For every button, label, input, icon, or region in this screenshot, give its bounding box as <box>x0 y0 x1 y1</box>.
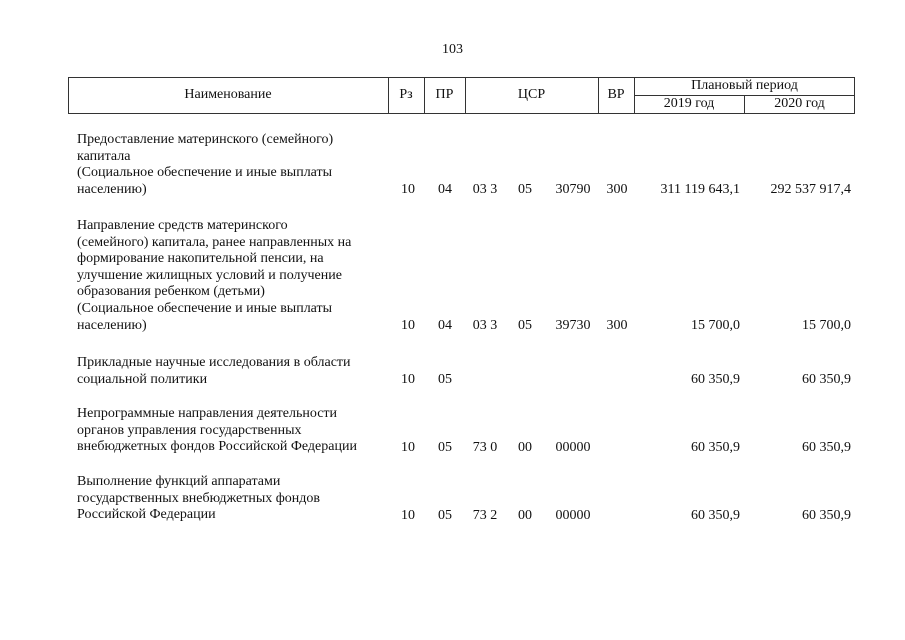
row-name-line: (семейного) капитала, ранее направленных на <box>77 234 352 250</box>
row-csr-program: 03 3 <box>472 318 498 333</box>
header-year-2020: 2020 год <box>774 96 825 111</box>
row-name-line: капитала <box>77 148 131 164</box>
header-planned-period: Плановый период <box>691 78 798 93</box>
row-name-line: улучшение жилищных условий и получение <box>77 267 342 283</box>
row-pr: 05 <box>438 372 452 387</box>
row-name-line: органов управления государственных <box>77 422 302 438</box>
row-csr-subprogram: 00 <box>518 508 532 523</box>
row-vr: 300 <box>606 318 628 333</box>
row-name-line: Выполнение функций аппаратами <box>77 474 281 489</box>
row-amount-2019: 311 119 643,1 <box>660 182 740 197</box>
row-name <box>77 218 397 334</box>
row-amount-2020: 292 537 917,4 <box>770 182 851 197</box>
header-year-2019: 2019 год <box>663 96 715 111</box>
row-amount-2019: 60 350,9 <box>691 372 740 387</box>
row-name-line: Прикладные научные исследования в области <box>77 355 351 370</box>
row-csr-direction: 00000 <box>555 508 591 523</box>
row-pr: 04 <box>438 182 452 197</box>
row-name-line: образования ребенком (детьми) <box>77 284 265 300</box>
row-amount-2019: 60 350,9 <box>691 508 740 523</box>
row-name-line: Направление средств материнского <box>77 218 288 233</box>
row-rz: 10 <box>401 182 415 197</box>
row-rz: 10 <box>401 508 415 523</box>
row-csr-direction: 39730 <box>555 318 591 333</box>
row-name-line: Российской Федерации <box>77 507 216 523</box>
row-csr-direction: 00000 <box>555 440 591 455</box>
row-name-line: государственных внебюджетных фондов <box>77 490 321 506</box>
page-number: 103 <box>442 42 463 57</box>
row-name-line: социальной политики <box>77 371 208 387</box>
row-amount-2019: 60 350,9 <box>691 440 740 455</box>
row-rz: 10 <box>401 318 415 333</box>
row-name <box>77 406 397 456</box>
row-name-line: (Социальное обеспечение и иные выплаты <box>77 300 333 316</box>
header-bottom-border <box>68 113 855 114</box>
table-header <box>68 77 855 114</box>
row-amount-2020: 60 350,9 <box>802 508 851 523</box>
row-pr: 05 <box>438 440 452 455</box>
row-amount-2020: 60 350,9 <box>802 440 851 455</box>
header-pr: ПР <box>435 87 454 102</box>
row-csr-subprogram: 00 <box>518 440 532 455</box>
header-vr: ВР <box>607 87 625 102</box>
row-csr-direction: 30790 <box>555 182 591 197</box>
row-csr-program: 73 0 <box>472 440 498 455</box>
row-name <box>77 474 397 524</box>
row-name-line: населению) <box>77 181 147 197</box>
row-name <box>77 132 397 198</box>
row-rz: 10 <box>401 440 415 455</box>
row-rz: 10 <box>401 372 415 387</box>
row-csr-program: 03 3 <box>472 182 498 197</box>
row-name-line: (Социальное обеспечение и иные выплаты <box>77 165 333 181</box>
row-amount-2020: 15 700,0 <box>802 318 851 333</box>
row-name-line: внебюджетных фондов Российской Федерации <box>77 439 357 455</box>
row-amount-2019: 15 700,0 <box>691 318 740 333</box>
row-csr-program: 73 2 <box>472 508 498 523</box>
row-amount-2020: 60 350,9 <box>802 372 851 387</box>
row-name-line: формирование накопительной пенсии, на <box>77 251 324 267</box>
row-name-line: населению) <box>77 317 147 333</box>
header-rz: Рз <box>399 87 413 102</box>
header-name: Наименование <box>184 87 272 102</box>
row-name-line: Непрограммные направления деятельности <box>77 406 338 421</box>
row-csr-subprogram: 05 <box>518 182 532 197</box>
row-vr: 300 <box>606 182 628 197</box>
row-name-line: Предоставление материнского (семейного) <box>77 132 334 147</box>
header-csr: ЦСР <box>517 87 546 102</box>
row-name <box>77 355 397 388</box>
row-csr-subprogram: 05 <box>518 318 532 333</box>
row-pr: 04 <box>438 318 452 333</box>
row-pr: 05 <box>438 508 452 523</box>
